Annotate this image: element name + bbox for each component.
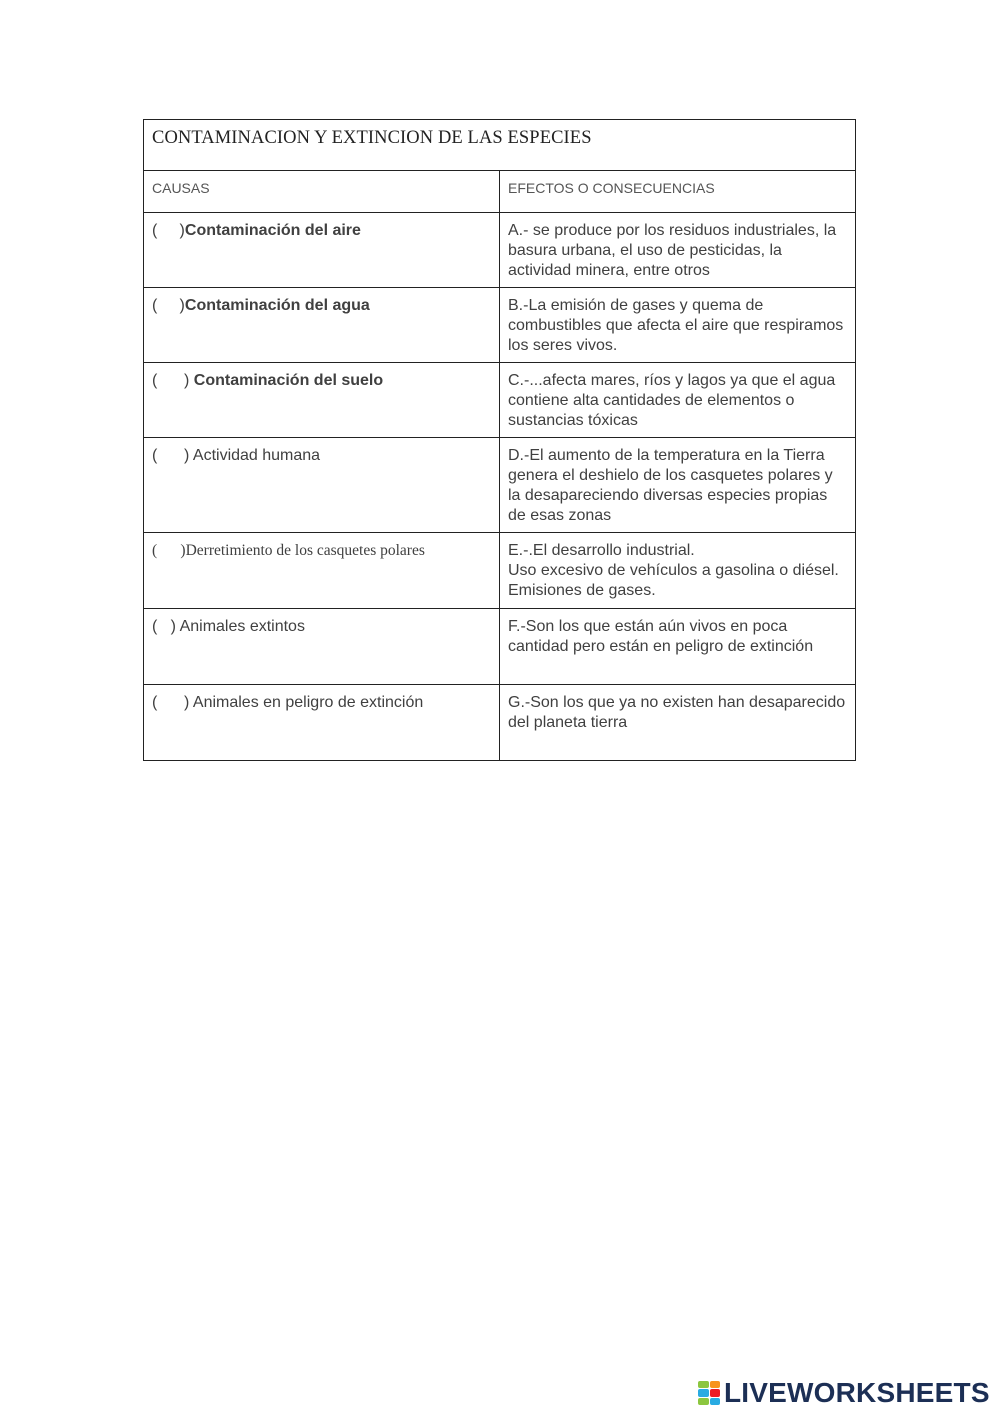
effect-line: E.-.El desarrollo industrial. <box>508 542 695 559</box>
cause-cell <box>144 213 500 288</box>
answer-blank[interactable]: ( ) <box>152 542 186 559</box>
effects-header: EFECTOS O CONSECUENCIAS <box>500 171 856 213</box>
worksheet-table <box>143 119 856 761</box>
cause-cell <box>144 533 500 609</box>
liveworksheets-logo[interactable] <box>698 1379 990 1407</box>
logo-block-orange <box>710 1381 721 1388</box>
cause-label: Animales en peligro de extinción <box>192 694 424 711</box>
logo-block-blue <box>698 1389 709 1396</box>
liveworksheets-wordmark: LIVEWORKSHEETS <box>724 1377 990 1408</box>
effect-cell: F.-Son los que están aún vivos en poca cantidad pero están en peligro de extinción <box>500 609 856 685</box>
cause-label: Derretimiento de los casquetes polares <box>185 542 425 559</box>
table-row <box>144 685 856 761</box>
cause-label: Contaminación del aire <box>184 222 361 239</box>
answer-blank[interactable]: ( ) <box>152 372 190 389</box>
table-row <box>144 438 856 533</box>
cause-cell <box>144 288 500 363</box>
cause-cell <box>144 438 500 533</box>
answer-blank[interactable]: ( ) <box>152 694 190 711</box>
table-row <box>144 288 856 363</box>
effect-cell: G.-Son los que ya no existen han desaparecido del planeta tierra <box>500 685 856 761</box>
causes-header: CAUSAS <box>144 171 500 213</box>
table-row <box>144 609 856 685</box>
effect-line: Uso excesivo de vehículos a gasolina o diésel. Emisiones de gases. <box>508 562 839 599</box>
cause-label: Contaminación del agua <box>184 297 370 314</box>
liveworksheets-icon <box>698 1381 720 1405</box>
answer-blank[interactable]: ( ) <box>152 618 176 635</box>
effect-cell <box>500 533 856 609</box>
table-row <box>144 363 856 438</box>
answer-blank[interactable]: ( ) <box>152 297 185 314</box>
logo-block-red <box>710 1389 721 1396</box>
cause-cell <box>144 685 500 761</box>
effect-cell: A.- se produce por los residuos industriales, la basura urbana, el uso de pesticidas, la actividad minera, entre otros <box>500 213 856 288</box>
answer-blank[interactable]: ( ) <box>152 447 190 464</box>
logo-block-green <box>698 1398 709 1405</box>
cause-label: Actividad humana <box>192 447 321 464</box>
cause-label: Animales extintos <box>179 618 305 635</box>
worksheet-title: CONTAMINACION Y EXTINCION DE LAS ESPECIES <box>144 120 856 171</box>
effect-cell: D.-El aumento de la temperatura en la Tierra genera el deshielo de los casquetes polares y la desapareciendo diversas especies propias de esas zonas <box>500 438 856 533</box>
cause-cell <box>144 363 500 438</box>
effect-cell: B.-La emisión de gases y quema de combustibles que afecta el aire que respiramos los seres vivos. <box>500 288 856 363</box>
table-row <box>144 213 856 288</box>
cause-label: Contaminación del suelo <box>193 372 384 389</box>
answer-blank[interactable]: ( ) <box>152 222 185 239</box>
logo-block-blue <box>710 1398 721 1405</box>
effect-cell: C.-...afecta mares, ríos y lagos ya que el agua contiene alta cantidades de elementos o sustancias tóxicas <box>500 363 856 438</box>
cause-cell <box>144 609 500 685</box>
logo-block-green <box>698 1381 709 1388</box>
table-row <box>144 533 856 609</box>
